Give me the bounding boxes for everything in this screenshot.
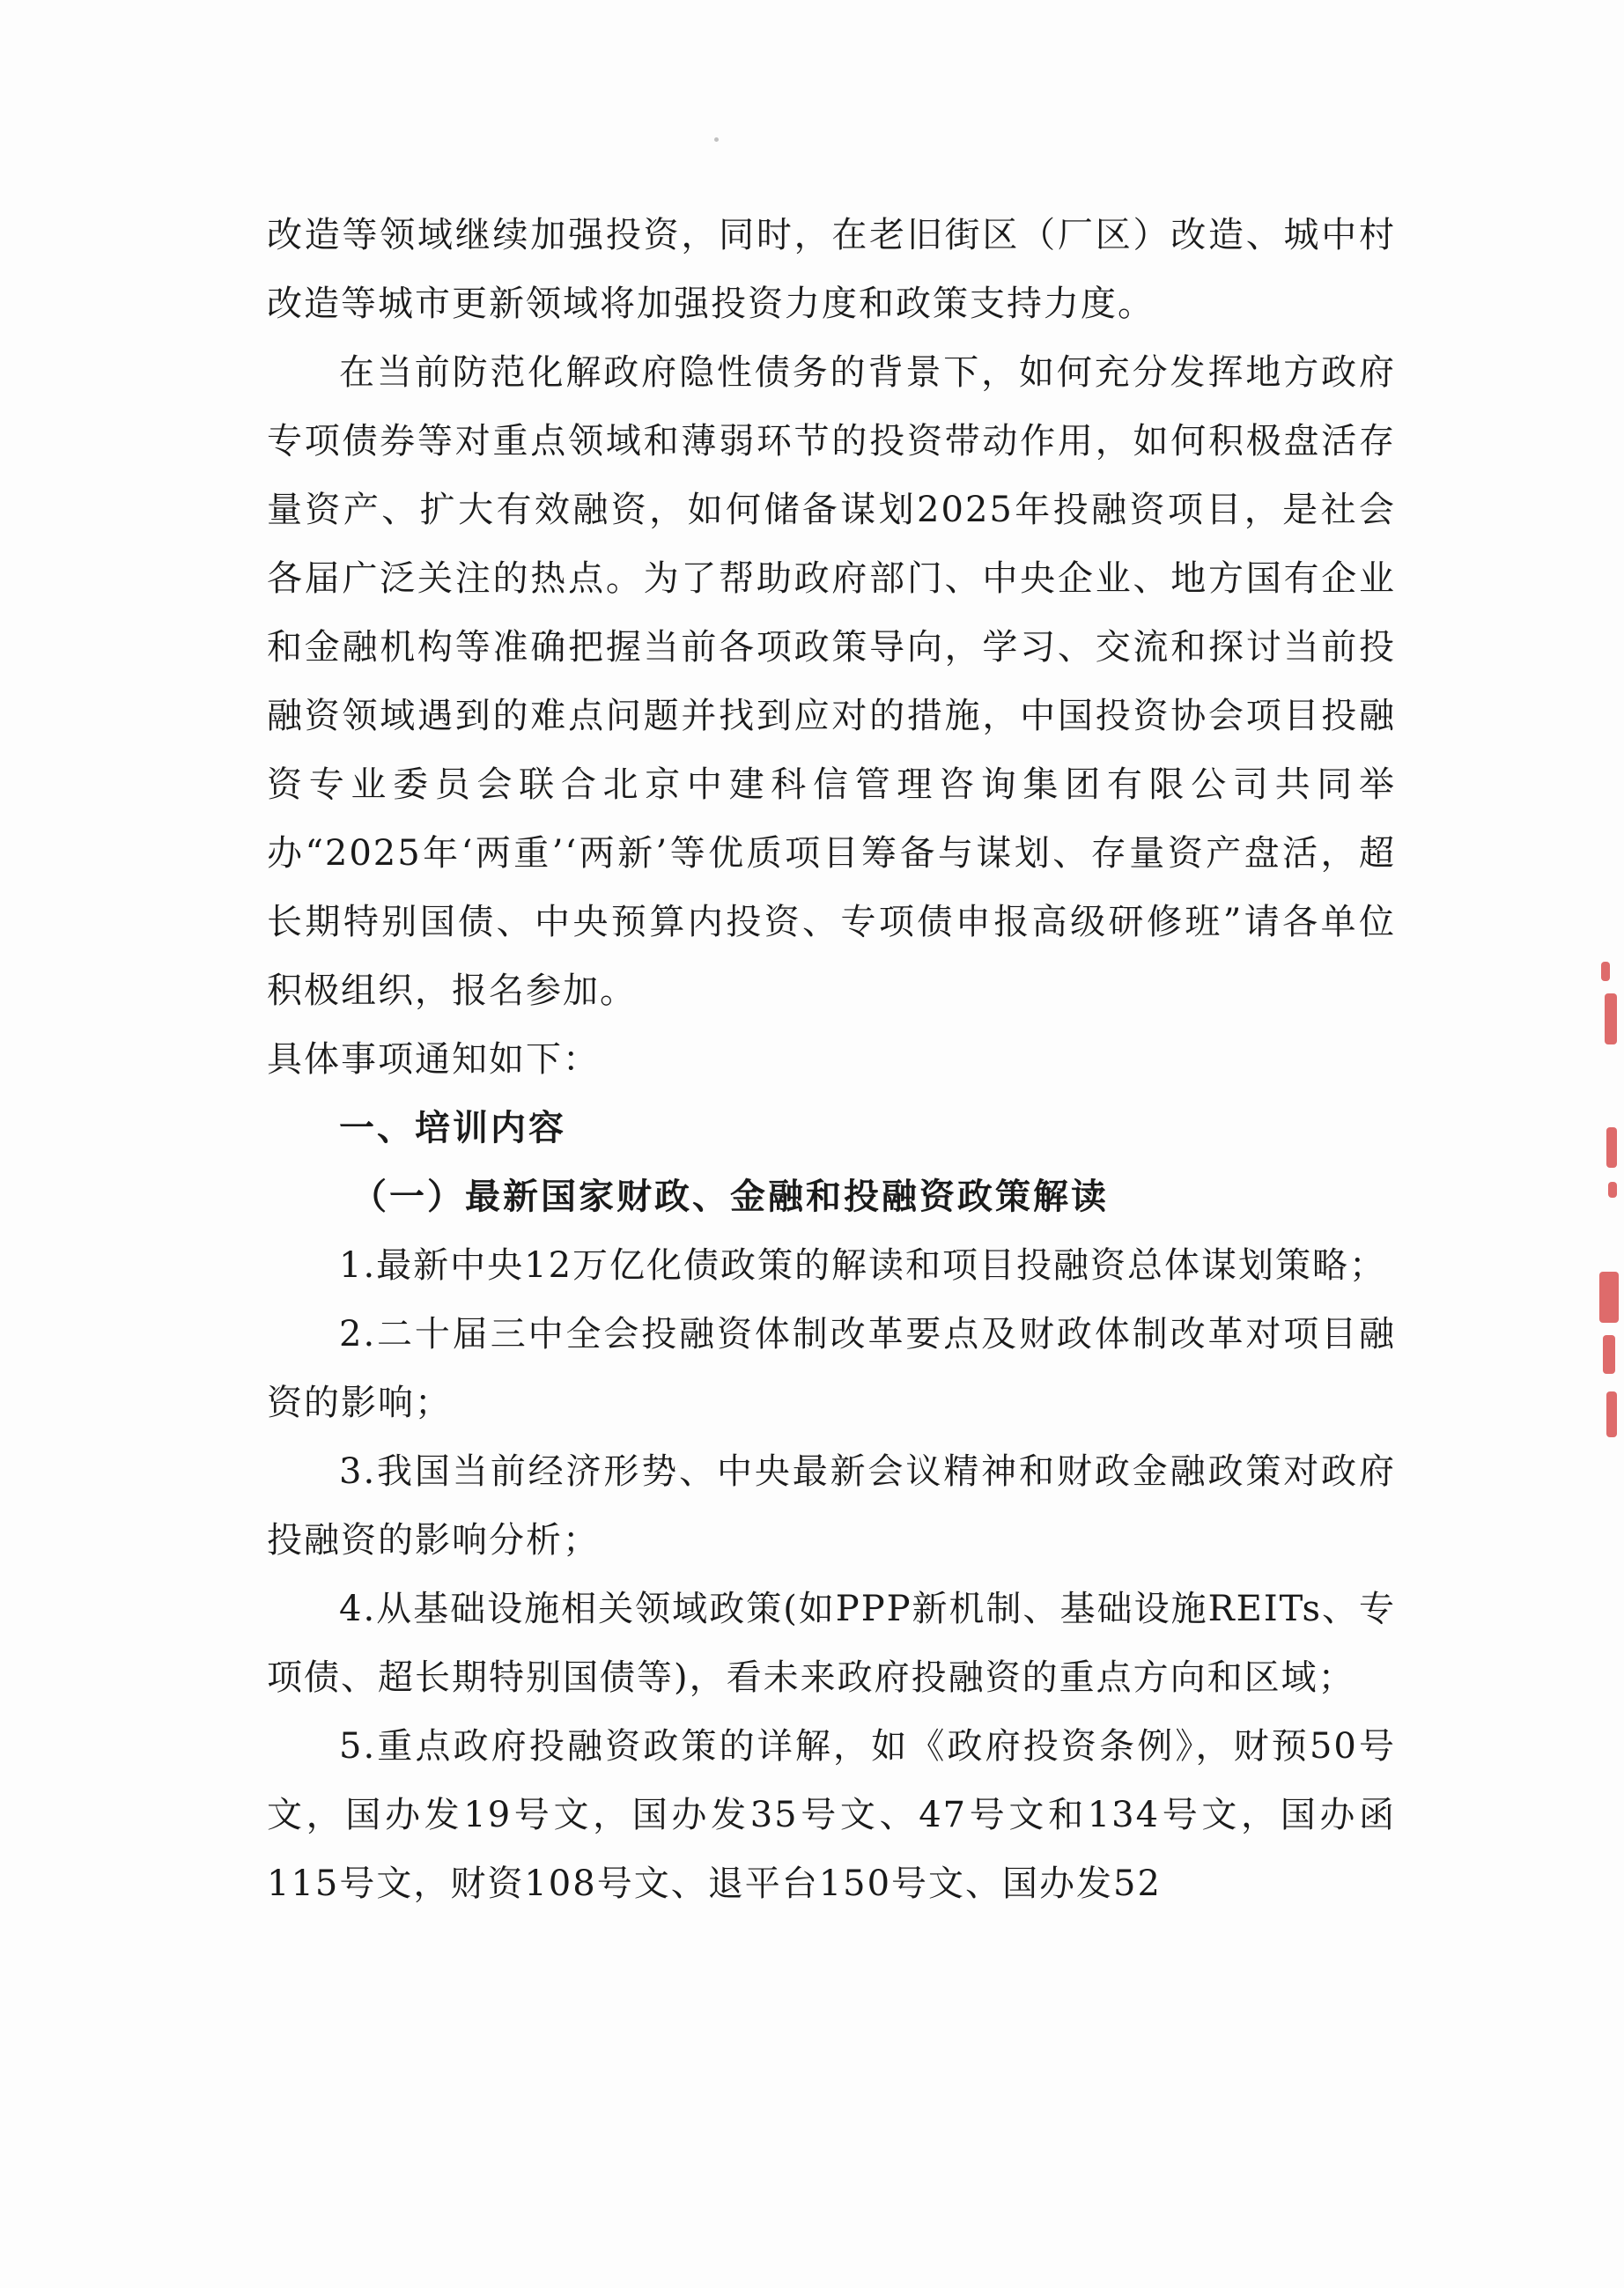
subsection-heading-policy-interpretation: （一）最新国家财政、金融和投融资政策解读 <box>351 1176 1109 1217</box>
seal-fragment <box>1603 1335 1615 1374</box>
scan-speck <box>714 137 719 142</box>
seal-fragment <box>1606 1391 1617 1437</box>
list-item-4: 4.从基础设施相关领域政策(如PPP新机制、基础设施REITs、专项债、超长期特别国债等)，看未来政府投融资的重点方向和区域； <box>267 1589 1396 1698</box>
list-item-2: 2.二十届三中全会投融资体制改革要点及财政体制改革对项目融资的影响； <box>267 1314 1396 1423</box>
paragraph-continuation: 改造等领域继续加强投资，同时，在老旧街区（厂区）改造、城中村改造等城市更新领域将加强投资力度和政策支持力度。 <box>267 215 1396 324</box>
paragraph-notice-intro: 具体事项通知如下： <box>267 1039 600 1080</box>
document-body <box>267 201 1396 1918</box>
paragraph-background: 在当前防范化解政府隐性债务的背景下，如何充分发挥地方政府专项债券等对重点领域和薄弱环节的投资带动作用，如何积极盘活存量资产、扩大有效融资，如何储备谋划2025年投融资项目，是社会各届广泛关注的热点。为了帮助政府部门、中央企业、地方国有企业和金融机构等准确把握当前各项政策导向，学习、交流和探讨当前投融资领域遇到的难点问题并找到应对的措施，中国投资协会项目投融资专业委员会联合北京中建科信管理咨询集团有限公司共同举办“2025年‘两重’‘两新’等优质项目筹备与谋划、存量资产盘活，超长期特别国债、中央预算内投资、专项债申报高级研修班”请各单位积极组织，报名参加。 <box>267 352 1396 1011</box>
seal-stamp-edge <box>1589 951 1624 1444</box>
list-item-3: 3.我国当前经济形势、中央最新会议精神和财政金融政策对政府投融资的影响分析； <box>267 1451 1396 1561</box>
seal-fragment <box>1608 1182 1617 1198</box>
list-item-5: 5.重点政府投融资政策的详解，如《政府投资条例》，财预50号文，国办发19号文，国办发35号文、47号文和134号文，国办函115号文，财资108号文、退平台150号文、国办发52 <box>267 1726 1396 1904</box>
seal-fragment <box>1605 993 1617 1044</box>
list-item-1: 1.最新中央12万亿化债政策的解读和项目投融资总体谋划策略； <box>339 1245 1387 1286</box>
seal-fragment <box>1601 962 1610 981</box>
seal-fragment <box>1599 1272 1619 1323</box>
seal-fragment <box>1606 1127 1617 1168</box>
section-heading-training-content: 一、培训内容 <box>339 1107 566 1148</box>
